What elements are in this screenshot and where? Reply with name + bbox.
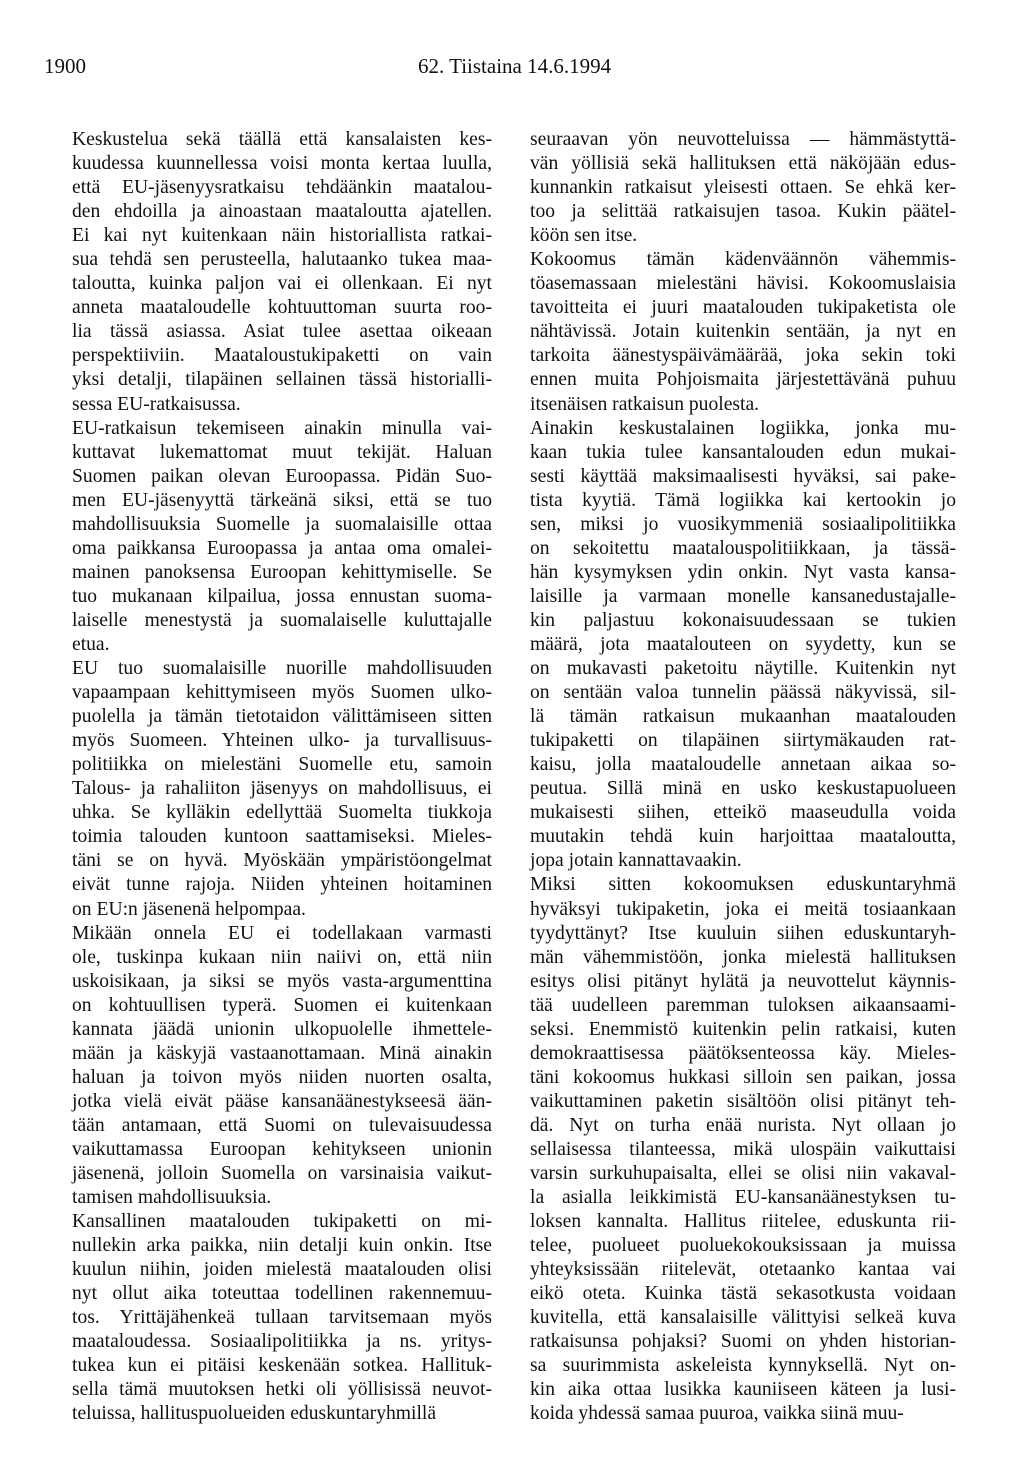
text-line: on sekoitettu maatalouspolitiikkaan, ja tässä-	[530, 537, 956, 559]
paragraph	[530, 417, 956, 874]
text-line: seksi. Enemmistö kuitenkin pelin ratkaisi, kuten	[530, 1018, 956, 1040]
text-line: puolella ja tämän tietotaidon välittämiseen sitten	[72, 706, 492, 728]
text-line: teluissa, hallituspuolueiden eduskuntaryhmillä	[72, 1403, 437, 1425]
paragraph	[72, 657, 492, 922]
text-line: tuo mukanaan kilpailua, jossa ennustan suoma-	[72, 585, 492, 607]
paragraph	[72, 922, 492, 1211]
text-line: määrä, jota maatalouteen on syydetty, kun se	[530, 633, 956, 655]
page-number: 1900	[44, 54, 86, 78]
text-line: mainen panoksensa Euroopan kehittymiselle. Se	[72, 561, 492, 583]
text-line: tää uudelleen paremman tuloksen aikaansaami-	[530, 994, 956, 1016]
text-line: tos. Yrittäjähenkeä tullaan tarvitsemaan myös	[72, 1307, 492, 1329]
text-line: politiikka on mielestäni Suomelle etu, samoin	[72, 754, 492, 776]
text-line: Mikään onnela EU ei todellakaan varmasti	[72, 922, 492, 944]
text-line: kin paljastuu kokonaisuudessaan se tukien	[530, 609, 956, 631]
text-line: ennen muita Pohjoismaita järjestettävänä puhuu	[530, 369, 956, 391]
text-line: dä. Nyt on turha enää nurista. Nyt ollaan jo	[530, 1114, 956, 1136]
text-line: kin aika ottaa lusikka kauniiseen käteen ja lusi-	[530, 1379, 956, 1401]
right-column	[530, 128, 956, 1427]
paragraph	[72, 417, 492, 657]
paragraph	[530, 248, 956, 416]
left-column	[72, 128, 492, 1427]
text-line: too ja selittää ratkaisujen tasoa. Kukin päätel-	[530, 201, 956, 223]
text-line: tista kyytiä. Tämä logiikka kai kertookin jo	[530, 489, 956, 511]
text-line: koida yhdessä samaa puuroa, vaikka siinä muu-	[530, 1403, 904, 1425]
text-line: lia tässä asiassa. Asiat tulee asettaa oikeaan	[72, 321, 492, 343]
text-line: oma paikkansa Euroopassa ja antaa oma omalei-	[72, 537, 492, 559]
paragraph	[72, 128, 492, 417]
text-line: vän yöllisiä sekä hallituksen että näköjään edus-	[530, 153, 956, 175]
text-line: itsenäisen ratkaisun puolesta.	[530, 393, 760, 415]
text-line: eivät tunne rajoja. Niiden yhteinen hoitaminen	[72, 874, 492, 896]
text-line: toimia talouden kuntoon saattamiseksi. Mieles-	[72, 826, 492, 848]
text-line: maataloudessa. Sosiaalipolitiikka ja ns. yritys-	[72, 1331, 492, 1353]
text-line: tukea kun ei pitäisi keskenään sotkea. Hallituk-	[72, 1355, 492, 1377]
text-line: haluan ja toivon myös niiden nuorten osalta,	[72, 1066, 492, 1088]
text-line: on mukavasti paketoitu näytille. Kuitenkin nyt	[530, 658, 956, 680]
text-line: vapaampaan kehittymiseen myös Suomen ulko-	[72, 682, 492, 704]
session-date: 62. Tiistaina 14.6.1994	[418, 54, 612, 78]
text-line: kuvitella, että kansalaisille välittyisi selkeä kuva	[530, 1307, 956, 1329]
text-line: vaikuttamassa Euroopan kehitykseen unionin	[72, 1138, 492, 1160]
text-line: mahdollisuuksia Suomelle ja suomalaisille ottaa	[72, 513, 492, 535]
text-line: kannata jäädä unionin ulkopuolelle ihmettele-	[72, 1018, 492, 1040]
text-line: tarkoita äänestyspäivämäärää, joka sekin toki	[530, 345, 956, 367]
text-line: kuudessa kuunnellessa voisi monta kertaa luulla,	[72, 153, 492, 175]
text-line: demokraattisessa päätöksenteossa käy. Mieles-	[530, 1042, 956, 1064]
text-line: tukipaketti on tilapäinen siirtymäkauden rat-	[530, 730, 956, 752]
text-line: töasemassaan mielestäni hävisi. Kokoomuslaisia	[530, 273, 956, 295]
text-line: kaan tukia tulee kansantalouden edun mukai-	[530, 441, 956, 463]
text-line: myös Suomeen. Yhteinen ulko- ja turvallisuus-	[72, 730, 492, 752]
text-line: taloutta, kuinka paljon vai ei ollenkaan. Ei nyt	[72, 273, 492, 295]
text-line: den ehdoilla ja ainoastaan maataloutta ajatellen.	[72, 201, 492, 223]
text-line: esitys olisi pitänyt hylätä ja neuvottelut käynnis-	[530, 970, 956, 992]
text-line: Suomen paikan olevan Euroopassa. Pidän Suo-	[72, 465, 492, 487]
text-line: laisille ja varmaan monelle kansanedustajalle-	[530, 585, 956, 607]
text-line: perspektiiviin. Maataloustukipaketti on vain	[72, 345, 492, 367]
text-line: on kohtuullisen typerä. Suomen ei kuitenkaan	[72, 994, 492, 1016]
text-line: mään ja käskyjä vastaanottamaan. Minä ainakin	[72, 1042, 492, 1064]
text-line: uskoisikaan, ja siksi se myös vasta-argumenttina	[72, 970, 492, 992]
text-line: EU tuo suomalaisille nuorille mahdollisuuden	[72, 658, 492, 680]
text-line: kaisu, jolla maataloudelle annetaan aikaa so-	[530, 754, 956, 776]
text-line: sua tehdä sen perusteella, halutaanko tukea maa-	[72, 249, 492, 271]
text-line: köön sen itse.	[530, 225, 638, 247]
text-line: tyydyttänyt? Itse kuuluin siihen eduskuntaryh-	[530, 922, 956, 944]
text-line: on EU:n jäsenenä helpompaa.	[72, 898, 306, 920]
text-line: ole, tuskinpa kukaan niin naiivi on, että niin	[72, 946, 492, 968]
text-line: sa suurimmista askeleista kynnyksellä. Nyt on-	[530, 1355, 956, 1377]
text-line: män vähemmistöön, jonka mielestä hallituksen	[530, 946, 956, 968]
text-line: sesti käyttää maksimaalisesti hyväksi, sai pake-	[530, 465, 956, 487]
text-line: tavoitteita ei juuri maatalouden tukipaketista ole	[530, 297, 956, 319]
text-line: yksi detalji, tilapäinen sellainen tässä historialli-	[72, 369, 492, 391]
text-line: Talous- ja rahaliiton jäsenyys on mahdollisuus, ei	[72, 778, 492, 800]
text-line: anneta maataloudelle kohtuuttoman suurta roo-	[72, 297, 492, 319]
text-line: eikö oteta. Kuinka tästä sekasotkusta voidaan	[530, 1283, 956, 1305]
text-line: jäsenenä, jolloin Suomella on varsinaisia vaikut-	[72, 1163, 492, 1185]
text-line: uhka. Se kylläkin edellyttää Suomelta tiukkoja	[72, 802, 492, 824]
text-line: loksen kannalta. Hallitus riitelee, eduskunta rii-	[530, 1211, 956, 1233]
text-line: telee, puolueet puoluekokouksissaan ja muissa	[530, 1235, 956, 1257]
text-line: sella tämä muutoksen hetki oli yöllisissä neuvot-	[72, 1379, 492, 1401]
text-line: tamisen mahdollisuuksia.	[72, 1187, 272, 1209]
text-line: Miksi sitten kokoomuksen eduskuntaryhmä	[530, 874, 956, 896]
text-line: etua.	[72, 633, 110, 655]
text-line: kuulun niihin, joiden mielestä maatalouden olisi	[72, 1259, 492, 1281]
text-line: jotka vielä eivät pääse kansanäänestykseesä ään-	[72, 1090, 492, 1112]
text-line: lä tämän ratkaisun mukaanhan maatalouden	[530, 706, 956, 728]
text-line: kunnankin ratkaisut yleisesti ottaen. Se ehkä ker-	[530, 177, 956, 199]
text-line: ratkaisunsa pohjaksi? Suomi on yhden historian-	[530, 1331, 956, 1353]
text-line: yhteyksissään riitelevät, otetaanko kantaa vai	[530, 1259, 956, 1281]
text-line: Ei kai nyt kuitenkaan näin historiallista ratkai-	[72, 225, 492, 247]
text-line: men EU-jäsenyyttä tärkeänä siksi, että se tuo	[72, 489, 492, 511]
text-line: sellaisessa tilanteessa, mikä ulospäin vaikuttaisi	[530, 1138, 956, 1160]
text-line: peutua. Sillä minä en usko keskustapuolueen	[530, 778, 956, 800]
paragraph	[530, 873, 956, 1426]
text-line: mukaisesti siihen, etteikö maaseudulla voida	[530, 802, 956, 824]
text-line: hyväksyi tukipaketin, joka ei meitä tosiaankaan	[530, 898, 956, 920]
page-header	[0, 54, 1024, 84]
text-line: Kansallinen maatalouden tukipaketti on mi-	[72, 1211, 492, 1233]
text-line: laiselle menestystä ja suomalaiselle kuluttajalle	[72, 609, 492, 631]
text-line: tään antamaan, että Suomi on tulevaisuudessa	[72, 1114, 492, 1136]
text-line: sen, miksi jo vuosikymmeniä sosiaalipolitiikka	[530, 513, 956, 535]
text-line: Ainakin keskustalainen logiikka, jonka mu-	[530, 417, 956, 439]
text-line: muutakin tehdä kuin harjoittaa maataloutta,	[530, 826, 956, 848]
text-line: täni kokoomus hukkasi silloin sen paikan, jossa	[530, 1066, 956, 1088]
text-line: Kokoomus tämän kädenväännön vähemmis-	[530, 249, 956, 271]
paragraph	[72, 1210, 492, 1426]
text-line: sessa EU-ratkaisussa.	[72, 393, 241, 415]
text-line: la asialla leikkimistä EU-kansanäänestyksen tu-	[530, 1187, 956, 1209]
text-line: varsin surkuhupaisalta, ellei se olisi niin vakaval-	[530, 1163, 956, 1185]
text-line: nyt ollut aika toteuttaa todellinen rakennemuu-	[72, 1283, 492, 1305]
text-line: kuttavat lukemattomat muut tekijät. Haluan	[72, 441, 492, 463]
text-line: että EU-jäsenyysratkaisu tehdäänkin maatalou-	[72, 177, 492, 199]
text-line: hän kysymyksen ydin onkin. Nyt vasta kansa-	[530, 561, 956, 583]
text-line: nähtävissä. Jotain kuitenkin sentään, ja nyt en	[530, 321, 956, 343]
text-line: vaikuttaminen paketin sisältöön olisi pitänyt teh-	[530, 1090, 956, 1112]
text-line: täni se on hyvä. Myöskään ympäristöongelmat	[72, 850, 492, 872]
text-line: nullekin arka paikka, niin detalji kuin onkin. Itse	[72, 1235, 492, 1257]
text-line: EU-ratkaisun tekemiseen ainakin minulla vai-	[72, 417, 492, 439]
text-line: on sentään valoa tunnelin päässä näkyvissä, sil-	[530, 682, 956, 704]
text-line: jopa jotain kannattavaakin.	[530, 850, 742, 872]
text-line: seuraavan yön neuvotteluissa — hämmästyttä-	[530, 129, 956, 150]
text-line: Keskustelua sekä täällä että kansalaisten kes-	[72, 129, 492, 150]
paragraph	[530, 128, 956, 248]
